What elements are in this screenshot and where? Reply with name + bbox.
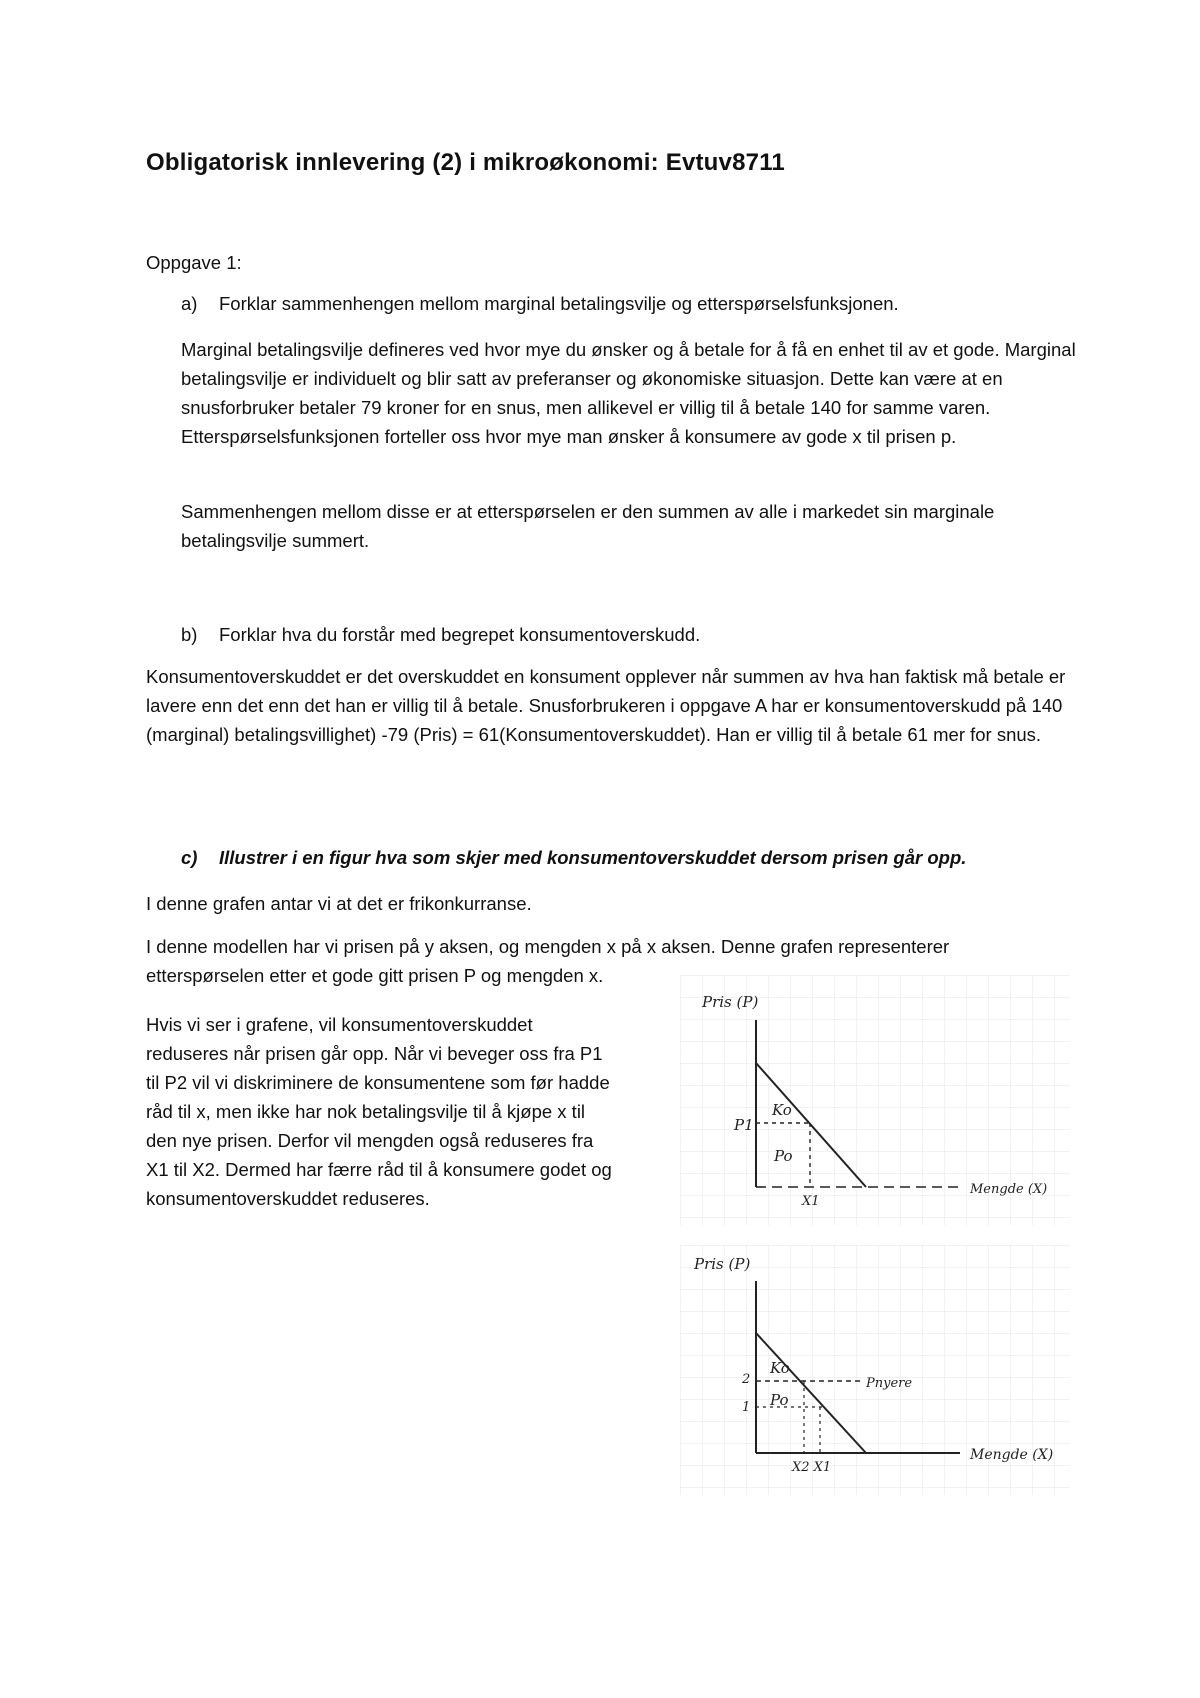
producer-surplus-label: Po	[774, 1147, 793, 1165]
answer-c-text-line: X1 til X2. Dermed har færre råd til å konsumere godet og	[146, 1159, 612, 1180]
answer-c-line-2: I denne modellen har vi prisen på y aksen, og mengden x på x aksen. Denne grafen representerer etterspørselen etter et gode gitt prisen P og mengden x.	[146, 936, 950, 986]
question-b	[181, 620, 700, 649]
question-a-label: a)	[181, 293, 198, 314]
x-axis-label: Mengde (X)	[970, 1447, 1054, 1463]
x-ticks: X2 X1	[792, 1460, 832, 1475]
answer-b: Konsumentoverskuddet er det overskuddet en konsument opplever når summen av hva han faktisk må betale er lavere enn det enn det han er villig til å betale. Snusforbrukeren i oppgave A har er konsumentoverskudd på 140 (marginal) betalingsvillighet) -79 (Pris) = 61(Konsumentoverskuddet). Han er villig til å betale 61 mer for snus.	[146, 666, 1066, 745]
new-price-label: Pnyere	[866, 1376, 913, 1391]
consumer-surplus-label: Ko	[772, 1101, 792, 1119]
task-heading: Oppgave 1:	[146, 252, 242, 273]
price-label-p1: P1	[734, 1116, 754, 1134]
question-a	[181, 289, 899, 318]
y-axis-label: Pris (P)	[702, 993, 759, 1011]
answer-c-text-line: konsumentoverskuddet reduseres.	[146, 1188, 430, 1209]
question-a-text: Forklar sammenhengen mellom marginal betalingsvilje og etterspørselsfunksjonen.	[219, 293, 899, 314]
producer-surplus-label: Po	[770, 1391, 789, 1409]
figure-demand-p2-svg	[680, 1245, 1070, 1495]
answer-c-line-1: I denne grafen antar vi at det er frikonkurranse.	[146, 893, 532, 914]
x-tick-x1: X1	[802, 1194, 820, 1209]
answer-a-paragraph-2: Sammenhengen mellom disse er at etterspørselen er den summen av alle i markedet sin marginale betalingsvilje summert.	[181, 501, 995, 551]
question-b-text: Forklar hva du forstår med begrepet konsumentoverskudd.	[219, 624, 701, 645]
price-tick-p2: 2	[742, 1372, 751, 1387]
question-c-label: c)	[181, 847, 198, 868]
answer-a-paragraph-1: Marginal betalingsvilje defineres ved hvor mye du ønsker og å betale for å få en enhet til av et gode. Marginal betalingsvilje er individuelt og blir satt av preferanser og økonomiske situasjon. Dette kan være at en snusforbruker betaler 79 kroner for en snus, men allikevel er villig til å betale 140 for samme varen. Etterspørselsfunksjonen forteller oss hvor mye man ønsker å konsumere av gode x til prisen p.	[181, 339, 1076, 447]
answer-c-text-line: den nye prisen. Derfor vil mengden også reduseres fra	[146, 1130, 594, 1151]
price-tick-p1: 1	[742, 1400, 751, 1415]
x-axis-label: Mengde (X)	[970, 1182, 1048, 1197]
answer-c-text-line: Hvis vi ser i grafene, vil konsumentoverskuddet	[146, 1014, 533, 1035]
question-c-text: Illustrer i en figur hva som skjer med konsumentoverskuddet dersom prisen går opp.	[219, 847, 967, 868]
answer-c-text-line: råd til x, men ikke har nok betalingsvilje til å kjøpe x til	[146, 1101, 586, 1122]
figure-demand-p1	[680, 975, 1070, 1225]
figure-demand-p1-svg	[680, 975, 1070, 1225]
figure-demand-p2	[680, 1245, 1070, 1495]
answer-c-text-line: til P2 vil vi diskriminere de konsumentene som før hadde	[146, 1072, 610, 1093]
page-title: Obligatorisk innlevering (2) i mikroøkonomi: Evtuv8711	[146, 149, 785, 176]
question-c	[181, 843, 966, 872]
consumer-surplus-label: Ko	[770, 1359, 790, 1377]
question-b-label: b)	[181, 624, 198, 645]
y-axis-label: Pris (P)	[694, 1255, 751, 1273]
answer-c-paragraph	[146, 1010, 666, 1213]
answer-c-text-line: reduseres når prisen går opp. Når vi beveger oss fra P1	[146, 1043, 603, 1064]
